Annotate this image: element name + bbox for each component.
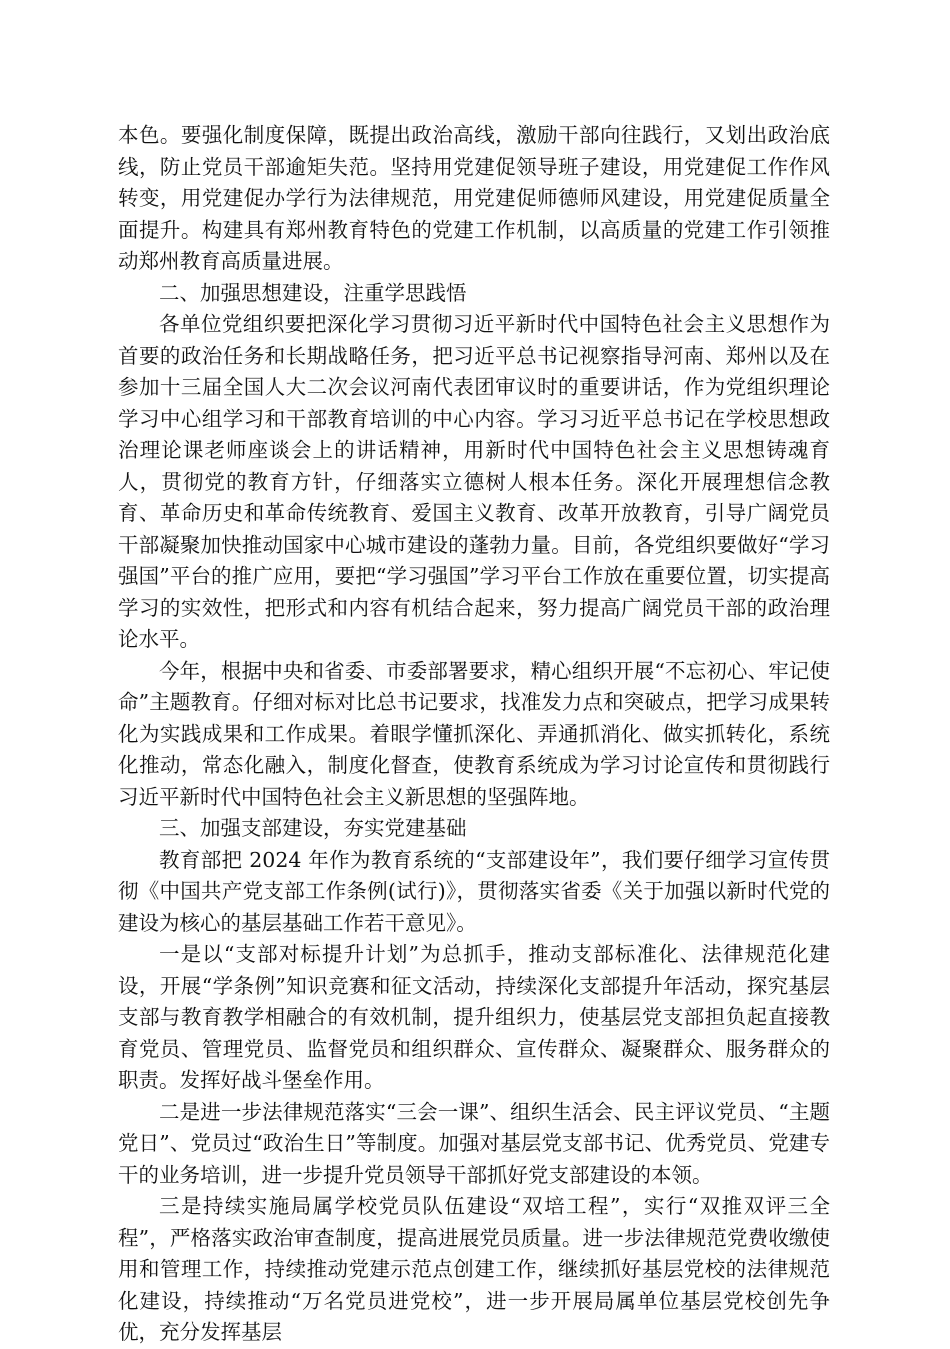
section-heading-2: 二、加强思想建设，注重学思践悟 <box>159 280 467 305</box>
paragraph: 二是进一步法律规范落实“三会一课”、组织生活会、民主评议党员、“主题党日”、党员过“政治生日”等制度。加强对基层党支部书记、优秀党员、党建专干的业务培训，进一步提升党员领导干部抓好党支部建设的本领。 <box>118 1099 830 1187</box>
section-heading-3: 三、加强支部建设，夯实党建基础 <box>159 816 467 840</box>
paragraph: 三是持续实施局属学校党员队伍建设“双培工程”，实行“双推双评三全程”，严格落实政治审查制度，提高进展党员质量。进一步法律规范党费收缴使用和管理工作，持续推动党建示范点创建工作，继续抓好基层党校的法律规范化建设，持续推动“万名党员进党校”，进一步开展局属单位基层党校创先争优，充分发挥基层 <box>118 1194 830 1344</box>
paragraph: 一是以“支部对标提升计划”为总抓手，推动支部标准化、法律规范化建设，开展“学条例”知识竞赛和征文活动，持续深化支部提升年活动，探究基层支部与教育教学相融合的有效机制，提升组织力，使基层党支部担负起直接教育党员、管理党员、监督党员和组织群众、宣传群众、凝聚群众、服务群众的职责。发挥好战斗堡垒作用。 <box>118 942 830 1092</box>
paragraph-continuation: 本色。要强化制度保障，既提出政治高线，激励干部向往践行，又划出政治底线，防止党员干部逾矩失范。坚持用党建促领导班子建设，用党建促工作作风转变，用党建促办学行为法律规范，用党建促师德师风建设，用党建促质量全面提升。构建具有郑州教育特色的党建工作机制，以高质量的党建工作引领推动郑州教育高质量进展。 <box>118 123 830 273</box>
document-body <box>118 120 830 1349</box>
paragraph: 教育部把 2024 年作为教育系统的“支部建设年”，我们要仔细学习宣传贯彻《中国共产党支部工作条例(试行)》，贯彻落实省委《关于加强以新时代党的建设为核心的基层基础工作若干意见》。 <box>118 847 830 935</box>
paragraph: 今年，根据中央和省委、市委部署要求，精心组织开展“不忘初心、牢记使命”主题教育。仔细对标对比总书记要求，找准发力点和突破点，把学习成果转化为实践成果和工作成果。着眼学懂抓深化、弄通抓消化、做实抓转化，系统化推动，常态化融入，制度化督查，使教育系统成为学习讨论宣传和贯彻践行习近平新时代中国特色社会主义新思想的坚强阵地。 <box>118 658 830 809</box>
paragraph: 各单位党组织要把深化学习贯彻习近平新时代中国特色社会主义思想作为首要的政治任务和长期战略任务，把习近平总书记视察指导河南、郑州以及在参加十三届全国人大二次会议河南代表团审议时的重要讲话，作为党组织理论学习中心组学习和干部教育培训的中心内容。学习习近平总书记在学校思想政治理论课老师座谈会上的讲话精神，用新时代中国特色社会主义思想铸魂育人，贯彻党的教育方针，仔细落实立德树人根本任务。深化开展理想信念教育、革命历史和革命传统教育、爱国主义教育、改革开放教育，引导广阔党员干部凝聚加快推动国家中心城市建设的蓬勃力量。目前，各党组织要做好“学习强国”平台的推广应用，要把“学习强国”学习平台工作放在重要位置，切实提高学习的实效性，把形式和内容有机结合起来，努力提高广阔党员干部的政治理论水平。 <box>118 312 830 651</box>
